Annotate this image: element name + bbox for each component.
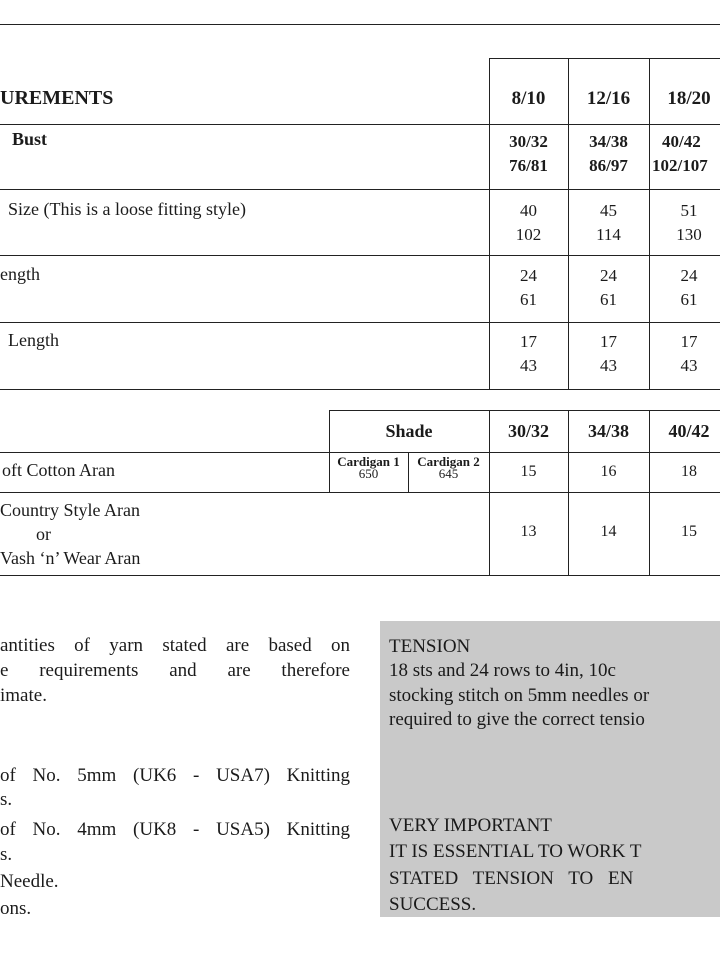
note-line: imate. xyxy=(0,685,47,706)
table-rule xyxy=(0,189,720,190)
needle-line: of No. 5mm (UK6 - USA7) Knitting xyxy=(0,765,350,786)
table-rule xyxy=(0,389,720,390)
tension-line: stocking stitch on 5mm needles or xyxy=(389,685,650,706)
yarn-label-cotton: oft Cotton Aran xyxy=(2,460,115,480)
shade-cardigan-2: Cardigan 2 645 xyxy=(417,454,480,481)
tension-line: 18 sts and 24 rows to 4in, 10c xyxy=(389,660,616,681)
measurements-title: UREMENTS xyxy=(0,87,114,109)
important-title: VERY IMPORTANT xyxy=(389,815,552,836)
table-cell: 14 xyxy=(600,523,617,540)
needle-line: of No. 4mm (UK8 - USA5) Knitting xyxy=(0,819,350,840)
needle-line: s. xyxy=(0,789,13,810)
size-header: 40/42 xyxy=(668,421,710,441)
row-label-size: Size (This is a loose fitting style) xyxy=(8,199,246,219)
table-cell: 13 xyxy=(520,523,537,540)
table-cell: 18 xyxy=(681,463,697,480)
tension-line: required to give the correct tensio xyxy=(389,709,645,730)
table-cell: 17 43 xyxy=(600,332,617,375)
needle-line: ons. xyxy=(0,898,32,919)
table-cell: 45 114 xyxy=(596,201,621,244)
table-rule xyxy=(0,255,720,256)
important-line: SUCCESS. xyxy=(389,894,477,915)
table-rule xyxy=(0,452,720,453)
table-cell: 17 43 xyxy=(680,332,698,375)
table-cell: 24 61 xyxy=(680,266,698,309)
table-rule xyxy=(0,124,720,125)
table-cell: 30/32 76/81 xyxy=(509,132,548,175)
table-cell: 40 102 xyxy=(515,201,542,244)
table-cell: 15 xyxy=(681,523,697,540)
size-header: 12/16 xyxy=(586,88,631,109)
table-cell: 24 61 xyxy=(600,266,617,309)
yarn-label-country: Country Style Aran xyxy=(0,500,140,520)
size-header: 34/38 xyxy=(587,421,629,441)
needle-line: Needle. xyxy=(0,871,59,892)
important-line: IT IS ESSENTIAL TO WORK T xyxy=(389,841,642,862)
table-cell: 15 xyxy=(520,463,537,480)
size-header: 18/20 xyxy=(667,88,711,109)
shade-cardigan-1: Cardigan 1 650 xyxy=(337,454,400,481)
table-rule xyxy=(0,322,720,323)
needle-line: s. xyxy=(0,844,13,865)
row-label-length: ength xyxy=(0,264,40,284)
table-rule xyxy=(489,58,720,59)
table-cell: 16 xyxy=(600,463,617,480)
top-rule xyxy=(0,24,720,25)
size-header: 30/32 xyxy=(507,421,549,441)
note-line: antities of yarn stated are based on xyxy=(0,635,350,656)
note-line: e requirements and are therefore xyxy=(0,660,350,681)
table-cell: 24 61 xyxy=(520,266,537,309)
table-cell: 40/42 102/107 xyxy=(652,132,708,175)
row-label-bust: Bust xyxy=(12,129,48,149)
size-header: 8/10 xyxy=(511,88,546,109)
yarn-label-wash: Vash ‘n’ Wear Aran xyxy=(0,548,141,568)
table-rule xyxy=(329,410,720,411)
table-cell: 17 43 xyxy=(520,332,537,375)
row-label-sleeve-length: Length xyxy=(8,330,59,350)
yarn-label-or: or xyxy=(36,524,51,544)
tension-title: TENSION xyxy=(389,636,471,657)
tension-box xyxy=(380,621,720,917)
shade-header: Shade xyxy=(385,421,433,441)
table-rule xyxy=(0,575,720,576)
table-cell: 51 130 xyxy=(676,201,702,244)
table-rule xyxy=(0,492,720,493)
table-cell: 34/38 86/97 xyxy=(589,132,628,175)
important-line: STATED TENSION TO EN xyxy=(389,868,634,889)
